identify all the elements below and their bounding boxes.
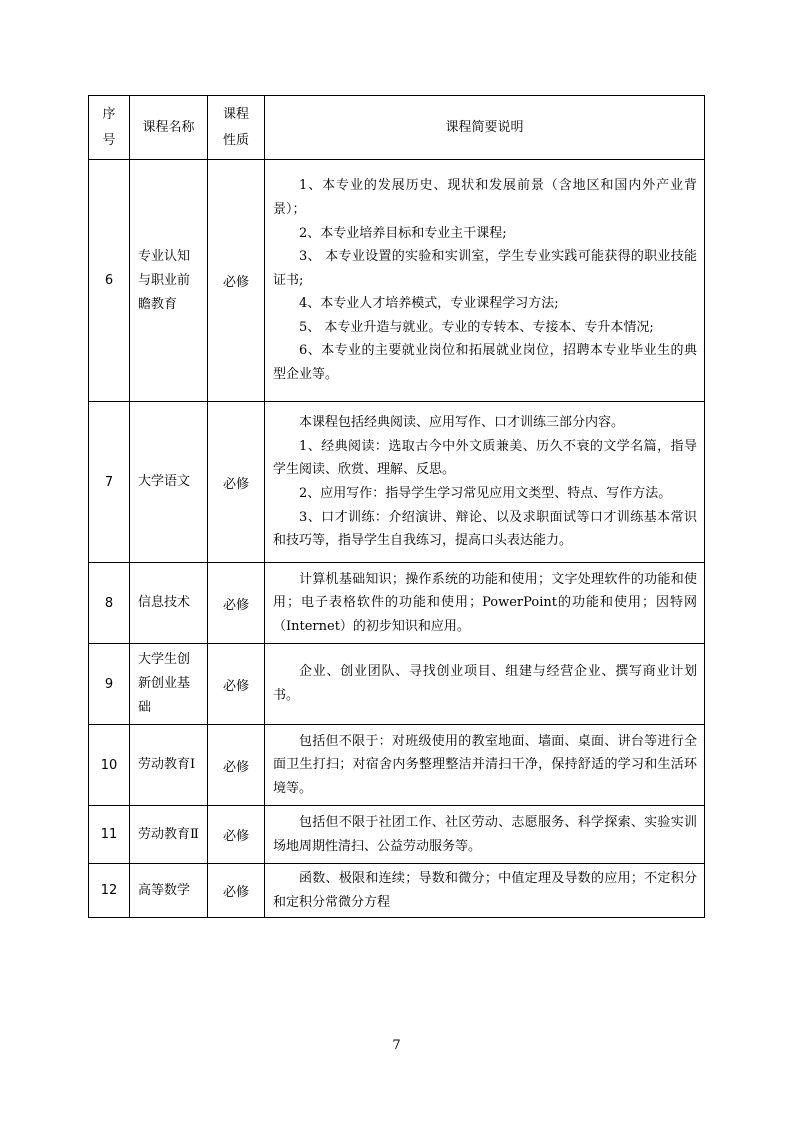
row-description bbox=[265, 864, 705, 918]
row-course-type: 必修 bbox=[208, 725, 265, 806]
page-number: 7 bbox=[392, 1038, 401, 1053]
description-line: 5、 本专业升造与就业。专业的专转本、专接本、专升本情况; bbox=[299, 319, 654, 335]
description-line: 2、应用写作：指导学生学习常见应用文类型、特点、写作方法。 bbox=[299, 486, 672, 501]
row-course-type: 必修 bbox=[208, 402, 265, 563]
row-course-name: 专业认知与职业前瞻教育 bbox=[130, 160, 208, 402]
row-course-type: 必修 bbox=[208, 160, 265, 402]
table-row bbox=[89, 402, 705, 563]
description-line: 函数、极限和连续；导数和微分；中值定理及导数的应用；不定积分和定积分常微分方程 bbox=[273, 871, 697, 910]
description-line: 3、口才训练：介绍演讲、辩论、以及求职面试等口才训练基本常识和技巧等，指导学生自我练习，提高口头表达能力。 bbox=[273, 509, 697, 549]
row-no: 12 bbox=[89, 864, 130, 918]
row-course-type: 必修 bbox=[208, 644, 265, 725]
row-description bbox=[265, 644, 705, 725]
table-row bbox=[89, 644, 705, 725]
row-course-type: 必修 bbox=[208, 864, 265, 918]
row-no: 9 bbox=[89, 644, 130, 725]
description-line: 3、 本专业设置的实验和实训室，学生专业实践可能获得的职业技能证书; bbox=[273, 249, 697, 288]
row-description bbox=[265, 402, 705, 563]
header-type: 课程性质 bbox=[208, 96, 265, 160]
row-course-type: 必修 bbox=[208, 806, 265, 864]
row-description bbox=[265, 806, 705, 864]
description-line: 2、本专业培养目标和专业主干课程; bbox=[299, 225, 507, 241]
row-description bbox=[265, 725, 705, 806]
row-description bbox=[265, 160, 705, 402]
description-line: 1、本专业的发展历史、现状和发展前景（含地区和国内外产业背景）； bbox=[273, 178, 697, 217]
table-row bbox=[89, 160, 705, 402]
description-line: 包括但不限于社团工作、社区劳动、志愿服务、科学探索、实验实训场地周期性清扫、公益劳动服务等。 bbox=[273, 814, 697, 854]
description-line: 计算机基础知识；操作系统的功能和使用；文字处理软件的功能和使用；电子表格软件的功能和使用；PowerPoint的功能和使用；因特网（Internet）的初步知识和应用。 bbox=[273, 571, 697, 634]
table-row bbox=[89, 806, 705, 864]
header-name: 课程名称 bbox=[130, 96, 208, 160]
course-table bbox=[88, 95, 705, 918]
table-row bbox=[89, 725, 705, 806]
description-line: 1、经典阅读：选取古今中外文质兼美、历久不衰的文学名篇，指导学生阅读、欣赏、理解、反思。 bbox=[273, 438, 697, 478]
description-line: 本课程包括经典阅读、应用写作、口才训练三部分内容。 bbox=[299, 415, 625, 431]
row-no: 6 bbox=[89, 160, 130, 402]
row-course-name: 劳动教育Ⅱ bbox=[130, 806, 208, 864]
row-description bbox=[265, 563, 705, 644]
row-course-name: 大学生创新创业基础 bbox=[130, 644, 208, 725]
description-line: 企业、创业团队、寻找创业项目、组建与经营企业、撰写商业计划书。 bbox=[273, 664, 697, 703]
description-line: 4、本专业人才培养模式，专业课程学习方法; bbox=[299, 296, 559, 312]
row-course-type: 必修 bbox=[208, 563, 265, 644]
row-course-name: 高等数学 bbox=[130, 864, 208, 918]
table-row bbox=[89, 864, 705, 918]
row-course-name: 信息技术 bbox=[130, 563, 208, 644]
row-no: 7 bbox=[89, 402, 130, 563]
row-course-name: 大学语文 bbox=[130, 402, 208, 563]
header-no: 序号 bbox=[89, 96, 130, 160]
row-no: 8 bbox=[89, 563, 130, 644]
row-no: 10 bbox=[89, 725, 130, 806]
table-row bbox=[89, 563, 705, 644]
row-course-name: 劳动教育Ⅰ bbox=[130, 725, 208, 806]
table-header-row bbox=[89, 96, 705, 160]
description-line: 6、本专业的主要就业岗位和拓展就业岗位，招聘本专业毕业生的典型企业等。 bbox=[273, 343, 697, 383]
row-no: 11 bbox=[89, 806, 130, 864]
description-line: 包括但不限于：对班级使用的教室地面、墙面、桌面、讲台等进行全面卫生打扫；对宿舍内务整理整洁并清扫干净，保持舒适的学习和生活环境等。 bbox=[273, 733, 697, 796]
header-desc: 课程简要说明 bbox=[265, 96, 705, 160]
